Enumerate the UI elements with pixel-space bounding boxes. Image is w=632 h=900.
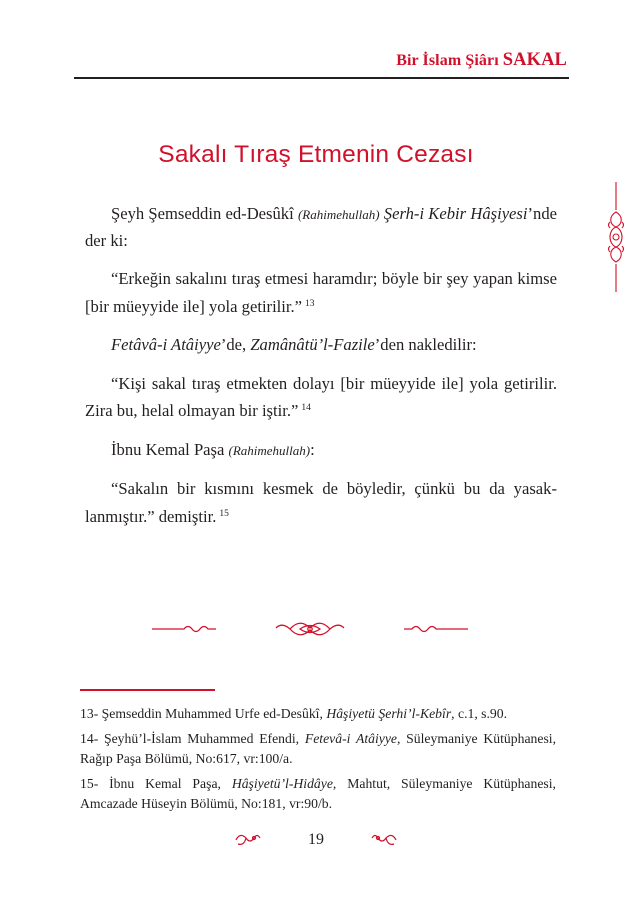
p1-honorific: (Rahimehullah) xyxy=(297,207,380,222)
fn13-ref: , c.1, s.90. xyxy=(451,706,508,721)
p5-honorific: (Rahimehullah) xyxy=(228,442,311,458)
p5-colon: : xyxy=(310,439,315,459)
fn15-title: Hâşiyetü’l-Hidâye xyxy=(231,776,333,791)
center-divider-ornament-icon xyxy=(150,614,470,642)
p1-text: Şeyh Şemseddin ed-Desûkî xyxy=(111,204,298,223)
running-head xyxy=(0,50,567,71)
p4-quote: “Kişi sakal tıraş etmekten dolayı [bir müeyyide ile] yola getirilir. Zira bu, helal olmayan bir iştir.” xyxy=(85,373,557,420)
p2-quote: “Erkeğin sakalını tıraş etmesi haramdır; böyle bir şey yapan kimse [bir müeyyide ile] yola getirilir.” xyxy=(85,269,557,316)
fn14-ref: , Süleymaniye Kütüphanesi, Rağıp Paşa Bölümü, No:617, vr:100/a. xyxy=(80,731,556,766)
body-text xyxy=(85,201,557,542)
p5-name: İbnu Kemal Paşa xyxy=(111,439,229,459)
side-filigree-ornament-icon xyxy=(606,182,626,292)
footnote-ref-13: 13 xyxy=(305,298,315,309)
paragraph-5 xyxy=(85,437,557,464)
paragraph-2 xyxy=(85,266,557,319)
p3-text-end: ’den nakledilir: xyxy=(374,335,477,354)
running-title-main: Bir İslam Şiârı xyxy=(396,52,499,69)
p3-source-2: Zamânâtü’l-Fazile xyxy=(250,335,375,354)
paragraph-4 xyxy=(85,371,557,424)
fn14-title: Fetevâ-i Atâiyye xyxy=(304,731,397,746)
footnote-14 xyxy=(80,729,556,769)
footnote-ref-14: 14 xyxy=(301,403,311,413)
paragraph-6 xyxy=(85,476,557,529)
footnote-ref-15: 15 xyxy=(219,508,229,519)
footnote-13 xyxy=(80,704,556,724)
p1-book-title: Şerh-i Kebir Hâşiyesi xyxy=(383,204,528,223)
header-rule xyxy=(74,77,569,79)
chapter-title: Sakalı Tıraş Etmenin Cezası xyxy=(158,141,474,168)
running-title-emph: SAKAL xyxy=(502,50,567,70)
page-number: 19 xyxy=(308,831,324,848)
paragraph-1 xyxy=(85,201,557,253)
paragraph-3 xyxy=(85,332,557,358)
footnotes xyxy=(80,704,556,819)
p6-quote: “Sakalın bir kısmını kesmek de böyledir, çünkü bu da yasaklanmıştır.” demiştir. xyxy=(85,479,557,526)
p3-text: ’de, xyxy=(220,335,251,354)
p3-source-1: Fetâvâ-i Atâiyye xyxy=(111,335,221,354)
fn14-text: 14- Şeyhü’l-İslam Muhammed Efendi, xyxy=(80,731,305,746)
fn15-ref: , Mahtut, Süleymaniye Kütüphanesi, Amcazade Hüseyin Bölümü, No:181, vr:90/b. xyxy=(80,776,556,811)
footnote-rule xyxy=(80,689,215,691)
fn15-text: 15- İbnu Kemal Paşa, xyxy=(80,776,232,791)
fn13-text: 13- Şemseddin Muhammed Urfe ed-Desûkî, xyxy=(80,706,327,721)
footnote-15 xyxy=(80,774,556,814)
p1-text-end: ’nde der ki: xyxy=(85,204,557,250)
fn13-title: Hâşiyetü Şerhi’l-Kebîr xyxy=(326,706,452,721)
